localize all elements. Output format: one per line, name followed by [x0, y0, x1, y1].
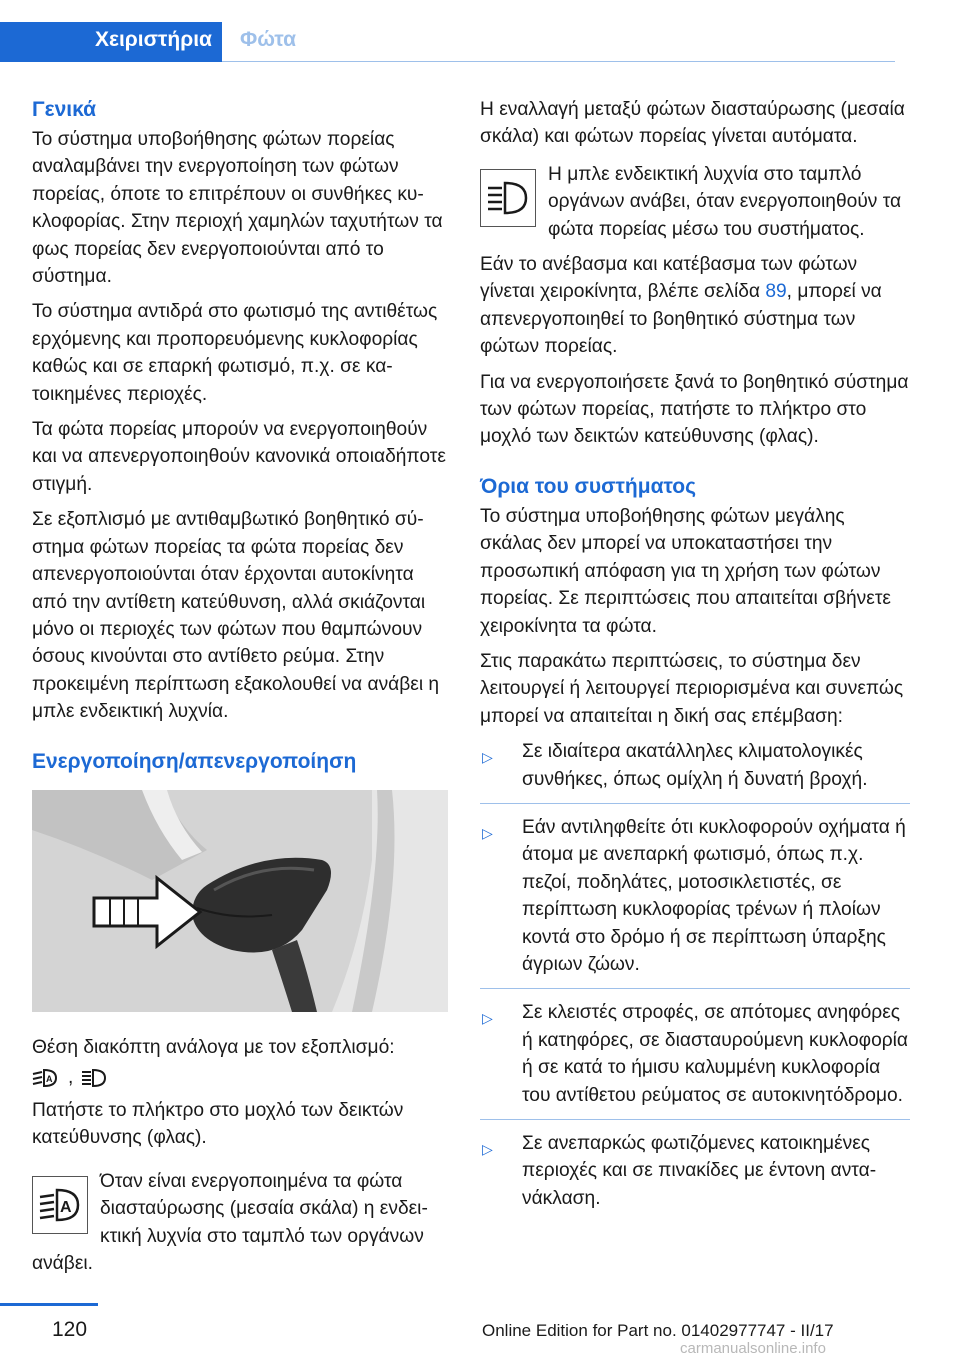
edition-text: Online Edition for Part no. 01402977747 - II/17: [482, 1321, 834, 1340]
list-item: [480, 738, 910, 804]
blue-indicator-note: [480, 161, 910, 243]
paragraph: Πατήστε το πλήκτρο στο μοχλό των δεικτών κατεύθυνσης (φλας).: [32, 1099, 404, 1149]
footer-accent-bar: [0, 1303, 98, 1306]
paragraph-text: Εάν το ανέβασμα και κατέβασμα των φώτων γίνεται χειροκίνητα, βλέπε σελίδα: [480, 254, 858, 303]
paragraph: Το σύστημα αντιδρά στο φωτισμό της αντιθέτως ερχόμενης και προπορευόμενης κυκλοφορίας καθώς και σε επαρκή φωτισμό, π.χ. σε κατοικημένες περιοχές.: [32, 301, 438, 405]
high-beam-icon: [81, 1067, 109, 1089]
icon-separator: ,: [68, 1067, 74, 1089]
indicator-note: [32, 1168, 452, 1278]
heading-activation: Ενεργοποίηση/απενεργοποίηση: [32, 749, 357, 773]
list-item: [480, 999, 910, 1120]
paragraph: Το σύστημα υποβοήθησης φώτων μεγάλης σκάλας δεν μπορεί να υποκαταστήσει την προσωπική απόφαση για τη χρήση των φώτων πορείας. Σε περιπτώσεις που απαιτείται σβήνετε χειροκίνητα τα φώτα.: [480, 505, 891, 637]
triangle-bullet-icon: ▷: [482, 749, 493, 766]
auto-high-beam-a-icon: [32, 1067, 60, 1089]
list-item-text: Εάν αντιληφθείτε ότι κυκλοφορούν οχήματα ή άτομα με ανεπαρκή φωτισμό, όπως π.χ. πεζοί, ποδηλάτες, μοτοσικλετιστές, σε περίπτωση κυκλοφορίας τρένων ή πλοίων κοντά στο δρόμο ή σε περίπτωση ύπαρξης άγριων ζώων.: [522, 816, 906, 975]
stalk-illustration: [32, 790, 448, 1012]
paragraph: Στις παρακάτω περιπτώσεις, το σύστημα δεν λειτουργεί ή λειτουργεί περιορισμένα και συνεπώς μπορεί να απαιτείται η δική σας επέμβαση:: [480, 650, 904, 727]
blue-indicator-note-text: Η μπλε ενδεικτική λυχνία στο ταμπλό οργάνων ανάβει, όταν ενεργοποιηθούν τα φώτα πορείας μέσω του συστήματος.: [548, 163, 902, 240]
right-column: [480, 96, 910, 1232]
high-beam-indicator-icon: [480, 169, 536, 227]
paragraph: Σε εξοπλισμό με αντιθαμβωτικό βοηθητικό σύστημα φώτων πορείας τα φώτα πορείας δεν απενεργοποιούνται όταν έρχονται αυτοκίνητα από την αντίθετη κατεύθυνση, αλλά σκιάζονται μόνο οι περιοχές των φώτων που θαμπώνουν όσους κινούνται στο αντίθετο ρεύμα. Στην προκειμένη περίπτωση εξακολουθεί να ανάβει η μπλε ενδεικτική λυχνία.: [32, 509, 440, 723]
page-number: 120: [52, 1318, 88, 1341]
auto-high-beam-indicator-icon: [32, 1176, 88, 1234]
turn-signal-stalk-photo: [32, 790, 448, 1012]
subsection-tab: Φώτα: [222, 22, 895, 62]
limitations-list: [480, 738, 910, 1222]
triangle-bullet-icon: ▷: [482, 824, 493, 841]
paragraph: Για να ενεργοποιήσετε ξανά το βοηθητικό σύστημα των φώτων πορείας, πατήστε το πλήκτρο στο μοχλό των δεικτών κατεύθυνσης (φλας).: [480, 371, 909, 448]
paragraph: [480, 251, 910, 361]
section-tab: Χειριστήρια: [0, 22, 222, 62]
list-item: [480, 1130, 910, 1222]
paragraph: Θέση διακόπτη ανάλογα με τον εξοπλισμό:: [32, 1036, 395, 1058]
svg-text:A: A: [60, 1198, 72, 1216]
paragraph-text: , μπορεί να απενεργοποιηθεί το βοηθητικό σύστημα των φώτων πορείας.: [480, 281, 882, 358]
list-item: [480, 814, 910, 989]
paragraph: Η εναλλαγή μεταξύ φώτων διασταύρωσης (μεσαία σκάλα) και φώτων πορείας γίνεται αυτόματα.: [480, 99, 905, 148]
switch-position-icons: [32, 1063, 452, 1093]
paragraph: Τα φώτα πορείας μπορούν να ενεργοποιηθούν και να απενεργοποιηθούν κανονικά οποιαδήποτε στιγμή.: [32, 419, 446, 495]
triangle-bullet-icon: ▷: [482, 1010, 493, 1027]
paragraph: Το σύστημα υποβοήθησης φώτων πορείας αναλαμβάνει την ενεργοποίηση των φώτων πορείας, όποτε το επιτρέπουν οι συνθήκες κυκλοφορίας. Στην περιοχή χαμηλών ταχυτήτων τα φως πορείας δεν ενεργοποιούνται από το σύστημα.: [32, 129, 443, 288]
watermark: carmanualsonline.info: [680, 1340, 826, 1357]
left-column: [32, 96, 452, 1285]
list-item-text: Σε ιδιαίτερα ακατάλληλες κλιματολογικές συνθήκες, όπως ομίχλη ή δυνατή βροχή.: [522, 741, 868, 790]
heading-limits: Όρια του συστήματος: [480, 474, 697, 498]
list-item-text: Σε κλειστές στροφές, σε απότομες ανηφόρες ή κατηφόρες, σε διασταυρούμενη κυκλοφορία ή σε κατά το ήμισυ καλυμμένη κυκλοφορία του αντίθετου ρεύματος σε αυτοκινητόδρομο.: [522, 1002, 909, 1106]
page-link[interactable]: 89: [765, 281, 787, 303]
svg-text:A: A: [46, 1073, 53, 1084]
page-header: [0, 0, 895, 62]
list-item-text: Σε ανεπαρκώς φωτιζόμενες κατοικημένες περιοχές και σε πινακίδες με έντονη αντανάκλαση.: [522, 1133, 877, 1209]
heading-general: Γενικά: [32, 98, 97, 121]
triangle-bullet-icon: ▷: [482, 1141, 493, 1157]
indicator-note-text: Όταν είναι ενεργοποιημένα τα φώτα διασταύρωσης (μεσαία σκάλα) η ενδεικτική λυχνία στο ταμπλό των οργάνων ανάβει.: [32, 1170, 428, 1274]
